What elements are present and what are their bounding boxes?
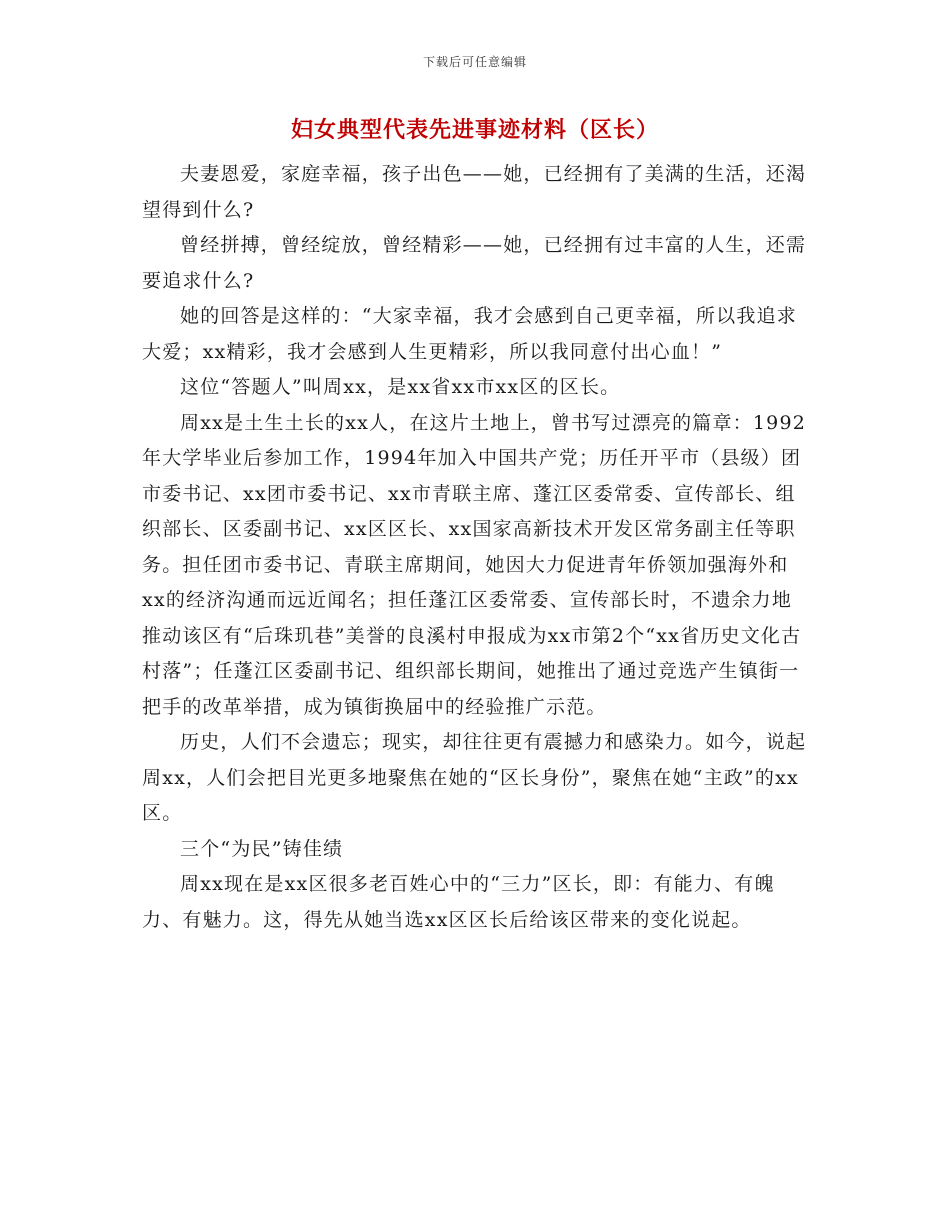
header-note: 下载后可任意编辑 bbox=[422, 55, 527, 69]
document-body bbox=[142, 157, 812, 938]
paragraph: 周xx现在是xx区很多老百姓心中的“三力”区长，即：有能力、有魄力、有魅力。这，得先从她当选xx区区长后给该区带来的变化说起。 bbox=[142, 873, 775, 931]
paragraph: 周xx是土生土长的xx人，在这片土地上，曾书写过漂亮的篇章：1992年大学毕业后参加工作，1994年加入中国共产党；历任开平市（县级）团市委书记、xx团市委书记、xx市青联主席、蓬江区委常委、宣传部长、组织部长、区委副书记、xx区区长、xx国家高新技术开发区常务副主任等职务。担任团市委书记、青联主席期间，她因大力促进青年侨领加强海外和xx的经济沟通而远近闻名；担任蓬江区委常委、宣传部长时，不遗余力地推动该区有“后珠玑巷”美誉的良溪村申报成为xx市第2个“xx省历史文化古村落”；任蓬江区委副书记、组织部长期间，她推出了通过竞选产生镇街一把手的改革举措，成为镇街换届中的经验推广示范。 bbox=[142, 411, 807, 718]
paragraph: 她的回答是这样的：“大家幸福，我才会感到自己更幸福，所以我追求大爱；xx精彩，我才会感到人生更精彩，所以我同意付出心血！” bbox=[142, 305, 797, 363]
document-title: 妇女典型代表先进事迹材料（区长） bbox=[290, 117, 659, 143]
section-heading: 三个“为民”铸佳绩 bbox=[180, 837, 344, 860]
paragraph: 曾经拼搏，曾经绽放，曾经精彩——她，已经拥有过丰富的人生，还需要追求什么? bbox=[142, 234, 807, 292]
paragraph: 历史，人们不会遗忘；现实，却往往更有震撼力和感染力。如今，说起周xx，人们会把目光更多地聚焦在她的“区长身份”，聚焦在她“主政”的xx区。 bbox=[142, 731, 807, 824]
paragraph: 夫妻恩爱，家庭幸福，孩子出色——她，已经拥有了美满的生活，还渴望得到什么? bbox=[142, 163, 807, 221]
paragraph: 这位“答题人”叫周xx，是xx省xx市xx区的区长。 bbox=[180, 376, 621, 398]
